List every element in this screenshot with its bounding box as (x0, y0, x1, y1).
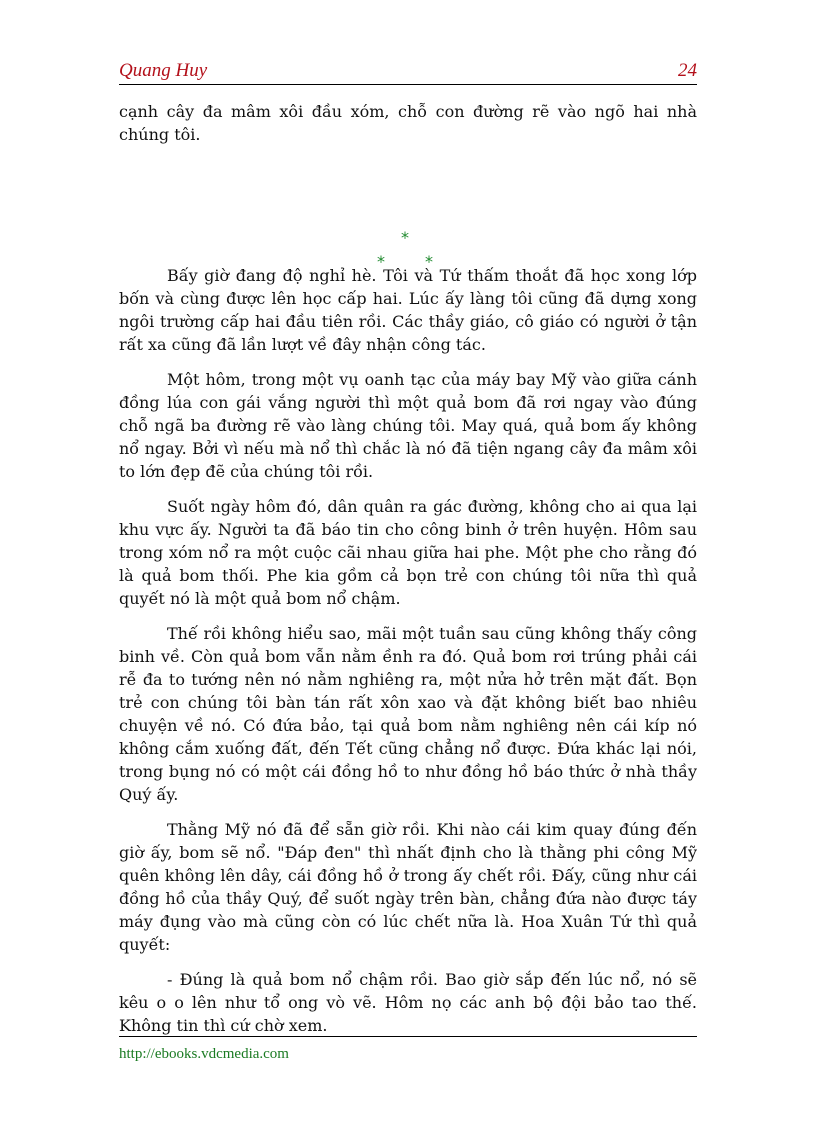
paragraph: Bấy giờ đang độ nghỉ hè. Tôi và Tứ thấm thoắt đã học xong lớp bốn và cùng được lên học cấp hai. Lúc ấy làng tôi cũng đã dựng xong ngôi trường cấp hai đầu tiên rồi. Các thầy giáo, cô giáo có người ở tận rất xa cũng đã lần lượt về đây nhận công tác. (119, 266, 697, 354)
page-footer (119, 1036, 697, 1063)
dialogue-paragraph: - Đúng là quả bom nổ chậm rồi. Bao giờ sắp đến lúc nổ, nó sẽ kêu o o lên như tổ ong vò vẽ. Hôm nọ các anh bộ đội bảo tao thế. Không tin thì cứ chờ xem. (119, 970, 697, 1035)
page-number: 24 (678, 60, 697, 81)
opening-paragraph: cạnh cây đa mâm xôi đầu xóm, chỗ con đường rẽ vào ngõ hai nhà chúng tôi. (119, 102, 697, 144)
page-header (119, 60, 697, 85)
separator-star-top: * (401, 228, 409, 247)
paragraph: Thế rồi không hiểu sao, mãi một tuần sau cũng không thấy công binh về. Còn quả bom vẫn nằm ềnh ra đó. Quả bom rơi trúng phải cái rễ đa to tướng nên nó nằm nghiêng ra, một nửa hở trên mặt đất. Bọn trẻ con chúng tôi bàn tán rất xôn xao và đặt không biết bao nhiêu chuyện về nó. Có đứa bảo, tại quả bom nằm nghiêng nên cái kíp nó không cắm xuống đất, đến Tết cũng chẳng nổ được. Đứa khác lại nói, trong bụng nó có một cái đồng hồ to như đồng hồ báo thức ở nhà thầy Quý ấy. (119, 624, 697, 804)
author-name: Quang Huy (119, 60, 208, 81)
paragraph: Suốt ngày hôm đó, dân quân ra gác đường, không cho ai qua lại khu vực ấy. Người ta đã báo tin cho công binh ở trên huyện. Hôm sau trong xóm nổ ra một cuộc cãi nhau giữa hai phe. Một phe cho rằng đó là quả bom thối. Phe kia gồm cả bọn trẻ con chúng tôi nữa thì quả quyết nó là một quả bom nổ chậm. (119, 497, 697, 608)
paragraph: Một hôm, trong một vụ oanh tạc của máy bay Mỹ vào giữa cánh đồng lúa con gái vắng người thì một quả bom đã rơi ngay vào đúng chỗ ngã ba đường rẽ vào làng chúng tôi. May quá, quả bom ấy không nổ ngay. Bởi vì nếu mà nổ thì chắc là nó đã tiện ngang cây đa mâm xôi to lớn đẹp đẽ của chúng tôi rồi. (119, 370, 697, 481)
paragraph: Thằng Mỹ nó đã để sẵn giờ rồi. Khi nào cái kim quay đúng đến giờ ấy, bom sẽ nổ. "Đáp đen" thì nhất định cho là thằng phi công Mỹ quên không lên dây, cái đồng hồ ở trong ấy chết rồi. Đấy, cũng như cái đồng hồ của thầy Quý, để suốt ngày trên bàn, chẳng đứa nào được táy máy đụng vào mà cũng còn có lúc chết nữa là. Hoa Xuân Tứ thì quả quyết: (119, 820, 697, 954)
page-content (119, 100, 697, 1049)
section-separator (119, 158, 697, 271)
separator-star-right: * (425, 252, 433, 271)
separator-star-left: * (377, 252, 385, 271)
footer-url-link[interactable]: http://ebooks.vdcmedia.com (119, 1046, 289, 1062)
